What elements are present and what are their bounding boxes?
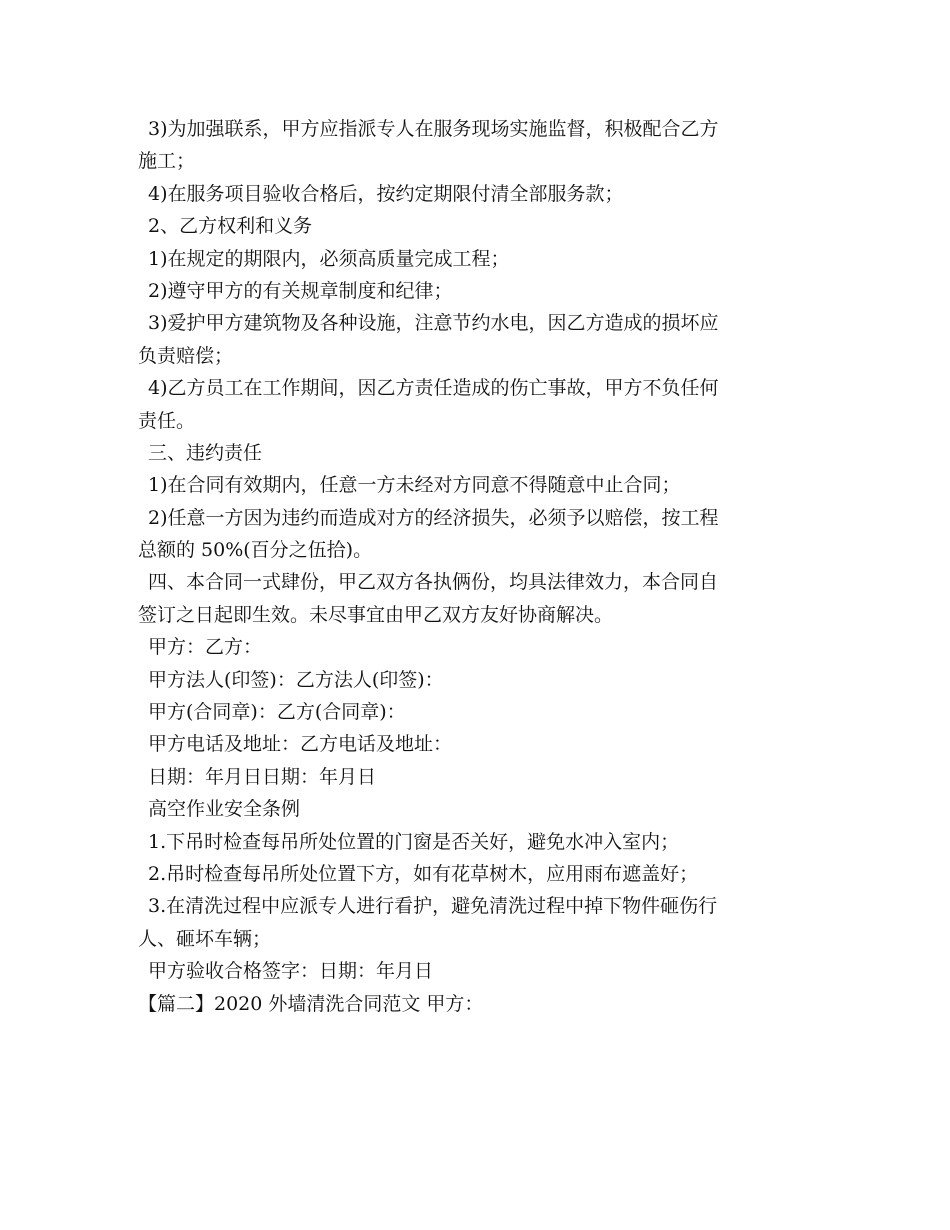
document-line: 甲方电话及地址：乙方电话及地址： (148, 733, 453, 756)
document-line: 负责赔偿； (138, 344, 234, 367)
document-line: 施工； (138, 150, 196, 173)
document-line: 3.在清洗过程中应派专人进行看护，避免清洗过程中掉下物件砸伤行 (148, 895, 718, 918)
document-line: 甲方验收合格签字：日期：年月日 (148, 960, 434, 983)
document-line: 三、违约责任 (148, 441, 263, 464)
document-line: 责任。 (138, 409, 196, 432)
document-line: 2、乙方权利和义务 (148, 215, 313, 238)
document-line: 甲方(合同章)：乙方(合同章)： (148, 701, 406, 724)
document-line: 1)在规定的期限内，必须高质量完成工程； (148, 247, 510, 270)
document-line: 3)爱护甲方建筑物及各种设施，注意节约水电，因乙方造成的损坏应 (148, 312, 719, 335)
document-line: 2)任意一方因为违约而造成对方的经济损失，必须予以赔偿，按工程 (148, 506, 719, 529)
document-line: 1.下吊时检查每吊所处位置的门窗是否关好，避免水冲入室内； (148, 830, 680, 853)
document-line: 甲方：乙方： (148, 636, 263, 659)
document-line: 2.吊时检查每吊所处位置下方，如有花草树木，应用雨布遮盖好； (148, 862, 699, 885)
document-line: 4)乙方员工在工作期间，因乙方责任造成的伤亡事故，甲方不负任何 (148, 377, 719, 400)
document-line: 甲方法人(印签)：乙方法人(印签)： (148, 668, 444, 691)
document-line: 3)为加强联系，甲方应指派专人在服务现场实施监督，积极配合乙方 (148, 118, 719, 140)
document-line: 日期：年月日日期：年月日 (148, 765, 377, 788)
document-line: 总额的 50%(百分之伍拾)。 (138, 539, 373, 562)
document-line: 人、砸坏车辆； (138, 927, 272, 950)
document-line: 高空作业安全条例 (148, 798, 301, 821)
document-line: 2)遵守甲方的有关规章制度和纪律； (148, 279, 453, 302)
document-line: 1)在合同有效期内，任意一方未经对方同意不得随意中止合同； (148, 474, 681, 497)
document-body (138, 113, 818, 1020)
document-line: 4)在服务项目验收合格后，按约定期限付清全部服务款； (148, 182, 624, 205)
document-line: 【篇二】2020 外墙清洗合同范文 甲方： (138, 992, 484, 1015)
document-line: 四、本合同一式肆份，甲乙双方各执俩份，均具法律效力，本合同自 (148, 571, 719, 594)
document-line: 签订之日起即生效。未尽事宜由甲乙双方友好协商解决。 (138, 603, 614, 626)
